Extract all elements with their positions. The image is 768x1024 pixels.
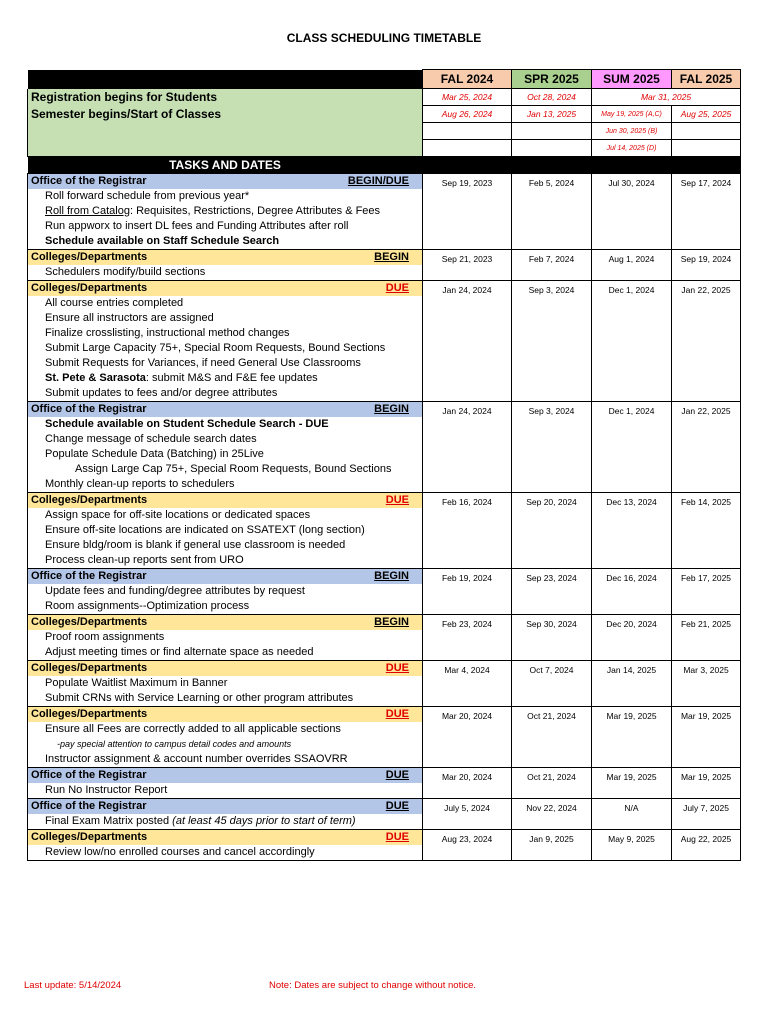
task-text: Roll from Catalog (45, 205, 130, 217)
empty-cell (423, 140, 512, 157)
section-header (28, 799, 741, 815)
section-keyword: DUE (385, 282, 409, 294)
section-header (28, 615, 741, 631)
task-text: -pay special attention to campus detail codes and amounts (57, 739, 292, 749)
section-date: Dec 16, 2024 (592, 569, 672, 615)
section-keyword: BEGIN (374, 251, 409, 263)
section-date: Jan 14, 2025 (592, 661, 672, 707)
task-text: Ensure bldg/room is blank if general use classroom is needed (45, 539, 346, 551)
task-text: Schedule available on Staff Schedule Search (45, 235, 280, 247)
task-item (28, 296, 423, 311)
task-item (28, 432, 423, 447)
task-text: Submit CRNs with Service Learning or other program attributes (45, 692, 354, 704)
section-title (28, 661, 423, 677)
empty-cell (672, 123, 741, 140)
semester-date: Jan 13, 2025 (512, 106, 592, 123)
task-text: Adjust meeting times or find alternate space as needed (45, 646, 314, 658)
task-text: All course entries completed (45, 297, 184, 309)
section-keyword: BEGIN (374, 616, 409, 628)
task-text: Instructor assignment & account number overrides SSAOVRR (45, 753, 348, 765)
section-keyword: BEGIN (374, 570, 409, 582)
section-title-text: Colleges/Departments (31, 494, 148, 506)
section-header (28, 493, 741, 509)
section-date: Mar 20, 2024 (423, 768, 512, 799)
header-black-cell (423, 157, 512, 174)
section-title-text: Office of the Registrar (31, 403, 147, 415)
task-item (28, 311, 423, 326)
task-item (28, 538, 423, 553)
section-keyword: DUE (385, 769, 409, 781)
semester-date-d: Jul 14, 2025 (D) (592, 140, 672, 157)
section-date: Mar 3, 2025 (672, 661, 741, 707)
task-item (28, 189, 423, 204)
section-title (28, 830, 423, 846)
section-keyword: BEGIN (374, 403, 409, 415)
registration-date: Mar 25, 2024 (423, 89, 512, 106)
task-text: Review low/no enrolled courses and cancel accordingly (45, 846, 315, 858)
semester-date: Aug 26, 2024 (423, 106, 512, 123)
task-text: Ensure off-site locations are indicated on SSATEXT (long section) (45, 524, 365, 536)
section-date: Sep 23, 2024 (512, 569, 592, 615)
section-title-text: Office of the Registrar (31, 769, 147, 781)
task-text: Submit updates to fees and/or degree attributes (45, 387, 278, 399)
section-date: Jan 22, 2025 (672, 281, 741, 402)
section-date: Sep 19, 2024 (672, 250, 741, 281)
section-date: Sep 20, 2024 (512, 493, 592, 569)
section-date: Sep 17, 2024 (672, 174, 741, 250)
section-title (28, 615, 423, 631)
section-title-text: Office of the Registrar (31, 800, 147, 812)
section-title (28, 799, 423, 815)
term-header: FAL 2025 (672, 70, 741, 89)
section-date: Jan 24, 2024 (423, 402, 512, 493)
section-date: Oct 21, 2024 (512, 768, 592, 799)
section-header (28, 768, 741, 784)
section-date: Sep 30, 2024 (512, 615, 592, 661)
semester-date: May 19, 2025 (A,C) (592, 106, 672, 123)
section-date: Sep 3, 2024 (512, 402, 592, 493)
section-title (28, 402, 423, 418)
section-date: Dec 1, 2024 (592, 281, 672, 402)
section-date: Mar 19, 2025 (672, 768, 741, 799)
section-date: Mar 20, 2024 (423, 707, 512, 768)
section-title-text: Colleges/Departments (31, 662, 148, 674)
section-date: Dec 1, 2024 (592, 402, 672, 493)
section-date: N/A (592, 799, 672, 830)
empty-cell (672, 140, 741, 157)
section-title-text: Colleges/Departments (31, 831, 148, 843)
section-date: Oct 21, 2024 (512, 707, 592, 768)
task-text: Populate Waitlist Maximum in Banner (45, 677, 228, 689)
section-date: Jul 30, 2024 (592, 174, 672, 250)
task-item (28, 722, 423, 737)
task-item (28, 752, 423, 768)
page-title: CLASS SCHEDULING TIMETABLE (286, 31, 482, 45)
term-header: FAL 2024 (423, 70, 512, 89)
task-item (28, 326, 423, 341)
registration-label: Registration begins for Students (28, 89, 423, 106)
task-text: Submit Requests for Variances, if need General Use Classrooms (45, 357, 361, 369)
task-text: Change message of schedule search dates (45, 433, 257, 445)
section-header (28, 281, 741, 297)
section-keyword: DUE (385, 800, 409, 812)
footer-note: Note: Dates are subject to change without notice. (269, 980, 477, 991)
semester-label: Semester begins/Start of Classes (28, 106, 423, 123)
section-title (28, 281, 423, 297)
task-item (28, 447, 423, 462)
section-date: Dec 20, 2024 (592, 615, 672, 661)
section-date: Sep 21, 2023 (423, 250, 512, 281)
task-text: Update fees and funding/degree attributes by request (45, 585, 305, 597)
task-item (28, 691, 423, 707)
section-date: Feb 14, 2025 (672, 493, 741, 569)
section-header (28, 830, 741, 846)
section-header (28, 569, 741, 585)
task-text: Final Exam Matrix posted (45, 815, 170, 827)
task-item (28, 783, 423, 799)
task-text: Run appworx to insert DL fees and Funding Attributes after roll (45, 220, 349, 232)
task-text: Assign Large Cap 75+, Special Room Requests, Bound Sections (75, 463, 392, 475)
section-date: July 7, 2025 (672, 799, 741, 830)
task-item (28, 219, 423, 234)
task-text: Schedulers modify/build sections (45, 266, 206, 278)
section-title (28, 768, 423, 784)
task-text: Ensure all instructors are assigned (45, 312, 214, 324)
task-text: Roll forward schedule from previous year* (45, 190, 250, 202)
section-title-text: Colleges/Departments (31, 282, 148, 294)
section-title-text: Office of the Registrar (31, 175, 147, 187)
task-text: Ensure all Fees are correctly added to all applicable sections (45, 723, 341, 735)
task-text: Run No Instructor Report (45, 784, 168, 796)
task-text-suffix: : submit M&S and F&E fee updates (145, 372, 318, 384)
registration-date: Oct 28, 2024 (512, 89, 592, 106)
section-date: Feb 16, 2024 (423, 493, 512, 569)
task-item (28, 676, 423, 691)
term-header: SUM 2025 (592, 70, 672, 89)
task-text: Populate Schedule Data (Batching) in 25Live (45, 448, 264, 460)
task-item (28, 553, 423, 569)
last-update: Last update: 5/14/2024 (24, 980, 122, 991)
section-header (28, 707, 741, 723)
task-item (28, 584, 423, 599)
task-item (28, 814, 423, 830)
section-title (28, 493, 423, 509)
section-date: Mar 4, 2024 (423, 661, 512, 707)
section-header (28, 174, 741, 190)
term-header: SPR 2025 (512, 70, 592, 89)
semester-date-b: Jun 30, 2025 (B) (592, 123, 672, 140)
section-header (28, 402, 741, 418)
header-black-cell (592, 157, 672, 174)
header-black-cell (672, 157, 741, 174)
empty-cell (423, 123, 512, 140)
section-title-text: Colleges/Departments (31, 708, 148, 720)
task-item (28, 204, 423, 219)
section-keyword: DUE (385, 831, 409, 843)
registration-date: Mar 31, 2025 (592, 89, 741, 106)
task-text-suffix: (at least 45 days prior to start of term) (172, 815, 356, 827)
task-text: Submit Large Capacity 75+, Special Room Requests, Bound Sections (45, 342, 386, 354)
section-title (28, 250, 423, 266)
section-date: Feb 5, 2024 (512, 174, 592, 250)
section-title (28, 174, 423, 190)
header-black-cell (28, 70, 423, 89)
section-title (28, 569, 423, 585)
task-text: Monthly clean-up reports to schedulers (45, 478, 235, 490)
task-item (28, 599, 423, 615)
task-item (28, 356, 423, 371)
section-date: Feb 21, 2025 (672, 615, 741, 661)
timetable (27, 69, 741, 861)
tasks-header: TASKS AND DATES (28, 157, 423, 174)
section-date: Feb 7, 2024 (512, 250, 592, 281)
task-item (28, 508, 423, 523)
task-text-suffix: : Requisites, Restrictions, Degree Attributes & Fees (129, 205, 381, 217)
section-date: Oct 7, 2024 (512, 661, 592, 707)
section-date: Sep 19, 2023 (423, 174, 512, 250)
task-item (28, 371, 423, 386)
green-filler (28, 140, 423, 157)
task-item (28, 523, 423, 538)
section-title-text: Colleges/Departments (31, 251, 148, 263)
task-item (28, 462, 423, 477)
task-item (28, 341, 423, 356)
section-keyword: DUE (385, 494, 409, 506)
task-text: Proof room assignments (45, 631, 165, 643)
task-text: Room assignments--Optimization process (45, 600, 250, 612)
task-text: St. Pete & Sarasota (45, 372, 146, 384)
section-date: Aug 1, 2024 (592, 250, 672, 281)
green-filler (28, 123, 423, 140)
section-date: Feb 17, 2025 (672, 569, 741, 615)
section-title-text: Office of the Registrar (31, 570, 147, 582)
task-text: Process clean-up reports sent from URO (45, 554, 244, 566)
task-item (28, 630, 423, 645)
section-date: Mar 19, 2025 (672, 707, 741, 768)
section-date: July 5, 2024 (423, 799, 512, 830)
header-black-cell (512, 157, 592, 174)
section-keyword: DUE (385, 708, 409, 720)
section-date: May 9, 2025 (592, 830, 672, 861)
empty-cell (512, 140, 592, 157)
task-item (28, 845, 423, 861)
task-item (28, 417, 423, 432)
section-header (28, 661, 741, 677)
section-date: Feb 19, 2024 (423, 569, 512, 615)
section-date: Jan 9, 2025 (512, 830, 592, 861)
section-date: Aug 23, 2024 (423, 830, 512, 861)
empty-cell (512, 123, 592, 140)
section-date: Mar 19, 2025 (592, 768, 672, 799)
task-item (28, 265, 423, 281)
section-keyword: BEGIN/DUE (347, 175, 409, 187)
section-date: Dec 13, 2024 (592, 493, 672, 569)
section-title (28, 707, 423, 723)
task-text: Assign space for off-site locations or dedicated spaces (45, 509, 311, 521)
section-date: Mar 19, 2025 (592, 707, 672, 768)
section-date: Feb 23, 2024 (423, 615, 512, 661)
task-text: Finalize crosslisting, instructional method changes (45, 327, 290, 339)
task-text: Schedule available on Student Schedule Search - DUE (45, 418, 329, 430)
section-title-text: Colleges/Departments (31, 616, 148, 628)
section-date: Jan 24, 2024 (423, 281, 512, 402)
section-date: Aug 22, 2025 (672, 830, 741, 861)
task-item (28, 386, 423, 402)
task-item (28, 645, 423, 661)
section-date: Jan 22, 2025 (672, 402, 741, 493)
section-header (28, 250, 741, 266)
section-date: Nov 22, 2024 (512, 799, 592, 830)
section-keyword: DUE (385, 662, 409, 674)
section-date: Sep 3, 2024 (512, 281, 592, 402)
task-item (28, 234, 423, 250)
semester-date: Aug 25, 2025 (672, 106, 741, 123)
task-item (28, 737, 423, 752)
task-item (28, 477, 423, 493)
